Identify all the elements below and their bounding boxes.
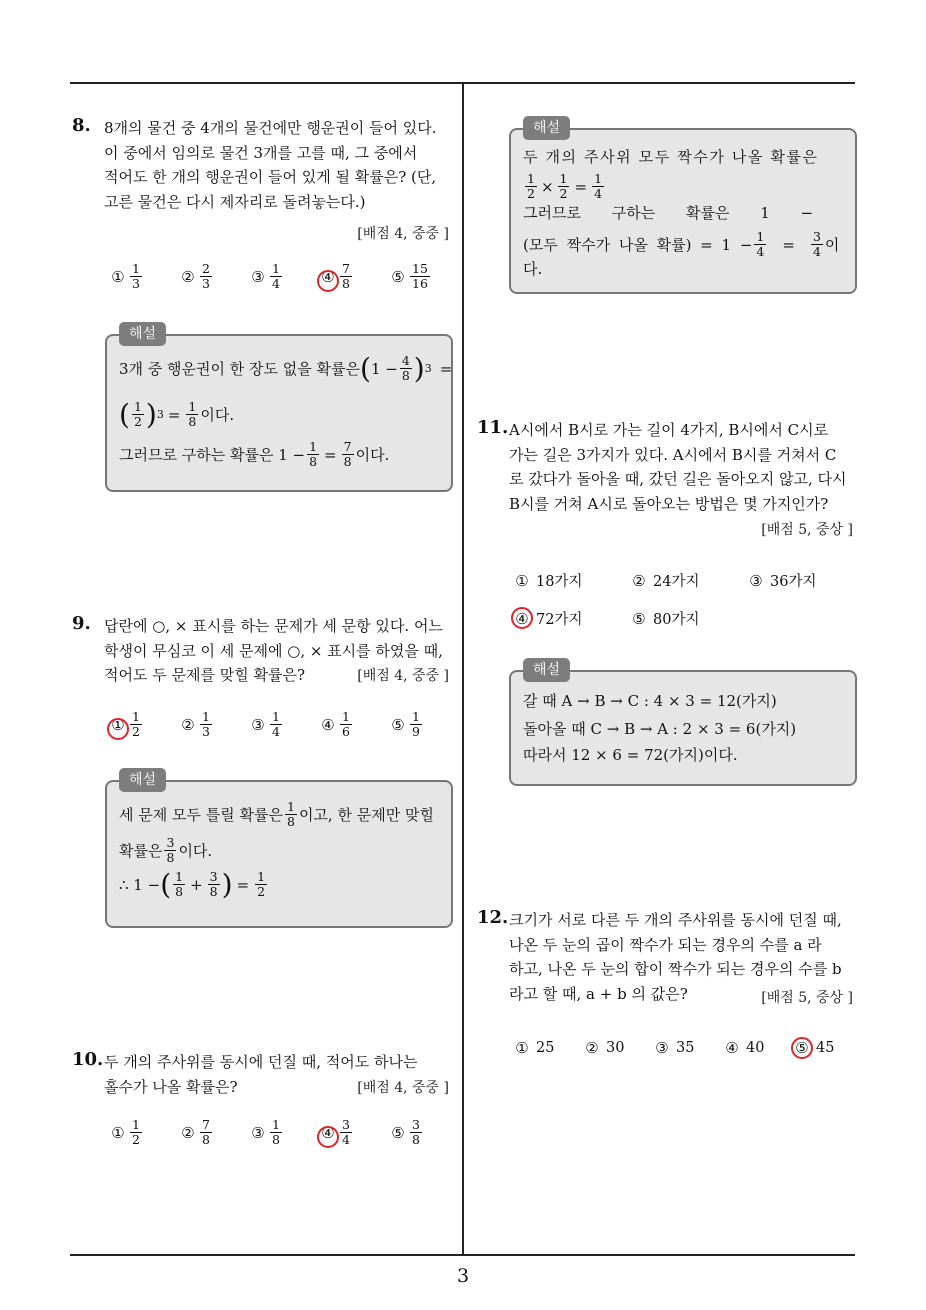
solution-line: 돌아올 때 C → B → A : 2 × 3 = 6(가지) (523, 720, 797, 738)
choice-5[interactable]: ⑤ $\frac{15}{16}$ (391, 261, 428, 291)
question-12 (477, 906, 857, 1011)
choice-3[interactable]: ③ $\frac{1}{8}$ (251, 1117, 280, 1147)
question-line: 크기가 서로 다른 두 개의 주사위를 동시에 던질 때, (509, 911, 842, 929)
score-info: [배점 4, 중중 ] (357, 668, 449, 684)
question-line: 로 갔다가 돌아올 때, 갔던 길은 돌아오지 않고, 다시 (509, 470, 847, 488)
question-number: 11. (477, 417, 509, 438)
solution-box-q9: 해설 세 문제 모두 틀릴 확률은 $\frac{1}{8}$ 이고, 한 문제만 맞힐 확률은 $\frac{3}{8}$ 이다. ∴ 1 − ( $\frac{1}{8}$ + $\frac{3}{8}$ ) = $\frac{1}{2}$ (105, 780, 453, 928)
answer-mark (791, 1037, 813, 1059)
choice-3[interactable]: ③ $\frac{1}{4}$ (251, 261, 280, 291)
question-number: 9. (72, 613, 91, 634)
solution-box-q10: 해설 두 개의 주사위 모두 짝수가 나올 확률은 $\frac{1}{2}$ × $\frac{1}{2}$ = $\frac{1}{4}$ 그러므로 구하는 확률은 1 − (모두 짝수가 나올 확률) = 1 − $\frac{1}{4}$ = $\frac{3}{4}$ 이 다. (509, 128, 857, 294)
question-line: 나온 두 눈의 곱이 짝수가 되는 경우의 수를 a 라 (509, 935, 822, 954)
choices-q12 (512, 1038, 852, 1064)
solution-tag: 해설 (523, 658, 570, 682)
score-info: [배점 5, 중상 ] (761, 990, 853, 1006)
choices-q10 (108, 1118, 458, 1158)
choice-1[interactable]: ① $\frac{1}{2}$ (111, 1117, 140, 1147)
score-info: [배점 4, 중중 ] (357, 226, 449, 242)
question-number: 12. (477, 907, 509, 928)
solution-tag: 해설 (119, 768, 166, 792)
choice-2[interactable]: ② 30 (585, 1039, 625, 1057)
score-info: [배점 4, 중중 ] (357, 1080, 449, 1096)
solution-tag: 해설 (119, 322, 166, 346)
choice-5[interactable]: ⑤ $\frac{1}{9}$ (391, 709, 420, 739)
solution-line: 다. (523, 260, 543, 278)
score-info: [배점 5, 중상 ] (761, 522, 853, 538)
question-number: 8. (72, 115, 91, 136)
answer-mark (317, 270, 339, 292)
question-line: A시에서 B시로 가는 길이 4가지, B시에서 C시로 (509, 421, 829, 439)
question-line: 두 개의 주사위를 동시에 던질 때, 적어도 하나는 (104, 1053, 418, 1071)
question-line: 적어도 한 개의 행운권이 들어 있게 될 확률은? (단, (104, 168, 437, 186)
answer-mark (107, 718, 129, 740)
solution-line: 그러므로 구하는 확률은 1 − (523, 204, 814, 222)
solution-box-q8: 해설 3개 중 행운권이 한 장도 없을 확률은 ( 1 − $\frac{4}{8}$ ) 3 = ( $\frac{1}{2}$ ) 3 = $\frac{1}{8}$ 이다. 그러므로 구하는 확률은 1 − $\frac{1}{8}$ = $\frac{7}{8}$ 이다. (105, 334, 453, 492)
question-line: 답란에 ○, × 표시를 하는 문제가 세 문항 있다. 어느 (104, 617, 443, 635)
solution-line: 갈 때 A → B → C : 4 × 3 = 12(가지) (523, 692, 777, 710)
choice-3[interactable]: ③ 36가지 (749, 571, 817, 590)
solution-line: 따라서 12 × 6 = 72(가지)이다. (523, 746, 738, 764)
solution-tag: 해설 (523, 116, 570, 140)
choices-q9 (108, 710, 458, 750)
question-line: 적어도 두 문제를 맞힐 확률은? (104, 666, 305, 684)
choice-2[interactable]: ② $\frac{2}{3}$ (181, 261, 210, 291)
choice-3[interactable]: ③ $\frac{1}{4}$ (251, 709, 280, 739)
question-line: 이 중에서 임의로 물건 3개를 고를 때, 그 중에서 (104, 143, 418, 162)
choice-5[interactable]: ⑤ 45 (795, 1039, 835, 1057)
choice-1[interactable]: ① $\frac{1}{3}$ (111, 261, 140, 291)
choice-4[interactable]: ④ $\frac{3}{4}$ (321, 1117, 350, 1147)
question-line: 홀수가 나올 확률은? (104, 1077, 238, 1096)
choice-2[interactable]: ② $\frac{7}{8}$ (181, 1117, 210, 1147)
choice-2[interactable]: ② $\frac{1}{3}$ (181, 709, 210, 739)
question-9 (72, 612, 457, 692)
choice-4[interactable]: ④ 72가지 (515, 609, 583, 628)
question-line: 가는 길은 3가지가 있다. A시에서 B시를 거쳐서 C (509, 445, 837, 464)
answer-mark (511, 607, 533, 629)
question-line: 8개의 물건 중 4개의 물건에만 행운권이 들어 있다. (104, 119, 437, 137)
choices-q11 (512, 570, 852, 630)
choice-4[interactable]: ④ $\frac{1}{6}$ (321, 709, 350, 739)
question-line: 학생이 무심코 이 세 문제에 ○, × 표시를 하였을 때, (104, 641, 443, 660)
bottom-rule (70, 1254, 855, 1256)
question-line: 하고, 나온 두 눈의 합이 짝수가 되는 경우의 수를 b (509, 960, 842, 978)
choice-1[interactable]: ① 25 (515, 1039, 555, 1057)
choice-3[interactable]: ③ 35 (655, 1039, 695, 1057)
choices-q8 (108, 262, 458, 302)
question-11 (477, 416, 857, 546)
column-divider (462, 83, 464, 1255)
solution-line: 두 개의 주사위 모두 짝수가 나올 확률은 (523, 148, 819, 166)
question-number: 10. (72, 1049, 104, 1070)
choice-5[interactable]: ⑤ $\frac{3}{8}$ (391, 1117, 420, 1147)
question-line: 라고 할 때, a + b 의 값은? (509, 984, 688, 1003)
question-10 (72, 1048, 457, 1103)
question-line: B시를 거쳐 A시로 돌아오는 방법은 몇 가지인가? (509, 494, 829, 513)
page-number: 3 (456, 1265, 470, 1287)
choice-4[interactable]: ④ $\frac{7}{8}$ (321, 261, 350, 291)
choice-2[interactable]: ② 24가지 (632, 571, 700, 590)
choice-4[interactable]: ④ 40 (725, 1039, 765, 1057)
solution-box-q11 (509, 662, 857, 786)
answer-mark (317, 1126, 339, 1148)
question-line: 고른 물건은 다시 제자리로 돌려놓는다.) (104, 192, 366, 211)
choice-5[interactable]: ⑤ 80가지 (632, 609, 700, 628)
choice-1[interactable]: ① $\frac{1}{2}$ (111, 709, 140, 739)
choice-1[interactable]: ① 18가지 (515, 571, 583, 590)
